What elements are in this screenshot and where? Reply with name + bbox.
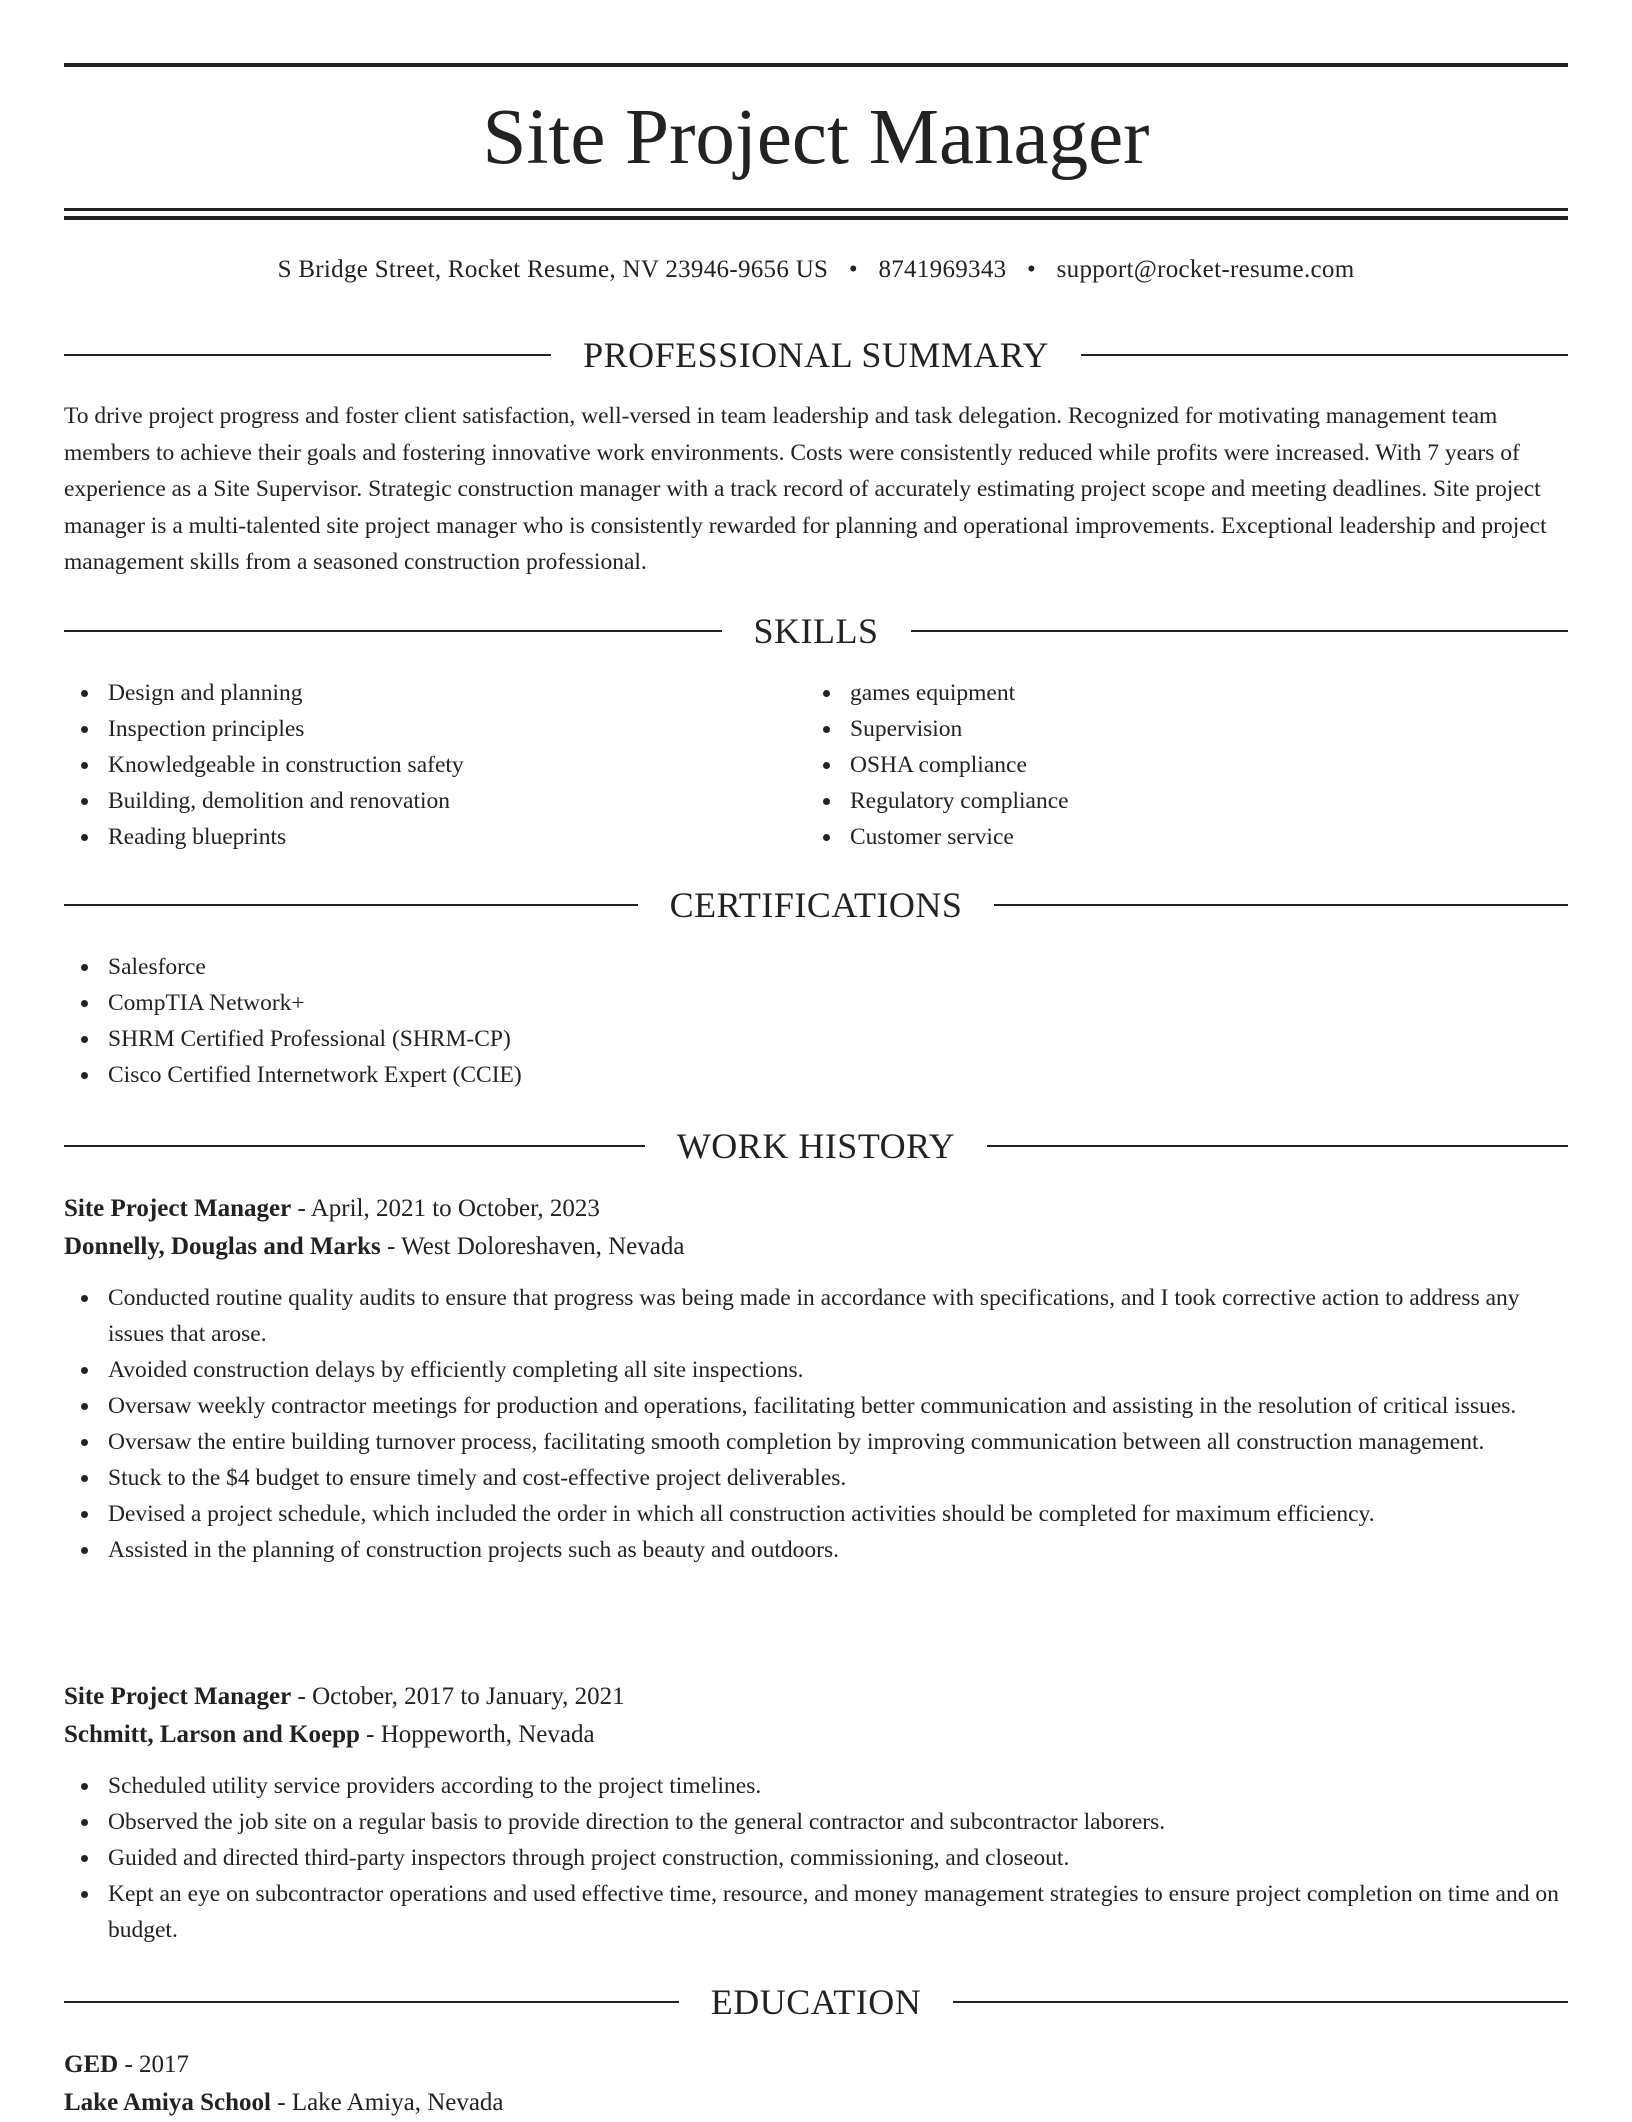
job-bullets <box>64 1280 1568 1568</box>
section-heading-education <box>64 1980 1568 2024</box>
section-heading-work-history <box>64 1124 1568 1168</box>
education-degree-line <box>64 2046 1568 2084</box>
job-bullet: Oversaw weekly contractor meetings for production and operations, facilitating better communication and assisting in the resolution of critical issues. <box>64 1388 1568 1424</box>
heading-rule-right <box>987 1145 1568 1147</box>
heading-rule-right <box>1081 354 1568 356</box>
job-bullet: Observed the job site on a regular basis to provide direction to the general contractor and subcontractor laborers. <box>64 1804 1568 1840</box>
job-title-line <box>64 1190 1568 1228</box>
job-bullet: Kept an eye on subcontractor operations and used effective time, resource, and money management strategies to ensure project completion on time and on budget. <box>64 1876 1568 1948</box>
skill-item: Reading blueprints <box>64 819 804 855</box>
job-bullet: Conducted routine quality audits to ensure that progress was being made in accordance with specifications, and I took corrective action to address any issues that arose. <box>64 1280 1568 1352</box>
section-title: WORK HISTORY <box>676 1126 956 1166</box>
heading-rule-right <box>911 630 1569 632</box>
contact-address: S Bridge Street, Rocket Resume, NV 23946-9656 US <box>277 256 829 283</box>
heading-rule-left <box>64 904 638 906</box>
heading-rule-left <box>64 1145 645 1147</box>
education-year: 2017 <box>139 2051 190 2078</box>
skill-item: Building, demolition and renovation <box>64 783 804 819</box>
job-dates: October, 2017 to January, 2021 <box>312 1683 625 1710</box>
contact-separator: • <box>1027 256 1037 283</box>
certification-item: SHRM Certified Professional (SHRM-CP) <box>64 1021 1568 1057</box>
heading-rule-right <box>953 2001 1568 2003</box>
skill-item: games equipment <box>806 675 1546 711</box>
contact-line <box>64 252 1568 288</box>
job-title-line <box>64 1678 1568 1716</box>
skill-item: Customer service <box>806 819 1546 855</box>
job-company: Schmitt, Larson and Koepp <box>64 1721 360 1748</box>
certification-item: CompTIA Network+ <box>64 985 1568 1021</box>
education-degree: GED <box>64 2051 119 2078</box>
section-title: PROFESSIONAL SUMMARY <box>583 335 1049 375</box>
resume-title: Site Project Manager <box>482 94 1150 181</box>
skill-item: Knowledgeable in construction safety <box>64 747 804 783</box>
heading-rule-right <box>994 904 1568 906</box>
job-location: West Doloreshaven, Nevada <box>401 1233 685 1260</box>
certification-item: Cisco Certified Internetwork Expert (CCIE) <box>64 1057 1568 1093</box>
heading-rule-left <box>64 354 551 356</box>
heading-rule-left <box>64 630 722 632</box>
section-heading-summary <box>64 333 1568 377</box>
section-title: EDUCATION <box>710 1982 922 2022</box>
skills-list-left <box>64 675 804 855</box>
job-dash: - <box>291 1683 313 1710</box>
certification-item: Salesforce <box>64 949 1568 985</box>
summary-text: To drive project progress and foster client satisfaction, well-versed in team leadership and task delegation. Recognized for motivating management team members to achieve their goals and fostering innovative work environments. Costs were consistently reduced while profits were increased. With 7 years of experience as a Site Supervisor. Strategic construction manager with a track record of accurately estimating project scope and meeting deadlines. Site project manager is a multi-talented site project manager who is consistently rewarded for planning and operational improvements. Exceptional leadership and project management skills from a seasoned construction professional. <box>64 403 1547 575</box>
job-company-line <box>64 1228 1568 1266</box>
section-heading-certifications <box>64 883 1568 927</box>
skill-item: OSHA compliance <box>806 747 1546 783</box>
skill-item: Design and planning <box>64 675 804 711</box>
education-dash: - <box>118 2051 140 2078</box>
section-title: SKILLS <box>753 611 879 651</box>
contact-email[interactable]: support@rocket-resume.com <box>1056 256 1355 283</box>
skill-item: Regulatory compliance <box>806 783 1546 819</box>
contact-separator: • <box>848 256 858 283</box>
job-title: Site Project Manager <box>64 1683 292 1710</box>
job-bullet: Oversaw the entire building turnover process, facilitating smooth completion by improving communication between all construction management. <box>64 1424 1568 1460</box>
top-rule <box>64 63 1568 67</box>
job-bullet: Stuck to the $4 budget to ensure timely and cost-effective project deliverables. <box>64 1460 1568 1496</box>
job-dash: - <box>359 1721 381 1748</box>
skill-item: Supervision <box>806 711 1546 747</box>
job-entry <box>64 1190 1568 1568</box>
job-bullet: Assisted in the planning of construction projects such as beauty and outdoors. <box>64 1532 1568 1568</box>
job-bullet: Devised a project schedule, which included the order in which all construction activities should be completed for maximum efficiency. <box>64 1496 1568 1532</box>
job-location: Hoppeworth, Nevada <box>380 1721 595 1748</box>
job-bullets <box>64 1768 1568 1948</box>
title-rule-upper <box>64 208 1568 211</box>
education-school-line <box>64 2084 1568 2122</box>
education-dash: - <box>270 2089 292 2116</box>
job-entry <box>64 1678 1568 1948</box>
job-bullet: Guided and directed third-party inspectors through project construction, commissioning, and closeout. <box>64 1840 1568 1876</box>
education-school: Lake Amiya School <box>64 2089 271 2116</box>
contact-phone[interactable]: 8741969343 <box>878 256 1007 283</box>
job-title: Site Project Manager <box>64 1195 292 1222</box>
education-entry <box>64 2046 1568 2122</box>
certifications-list <box>64 949 1568 1093</box>
section-heading-skills <box>64 609 1568 653</box>
education-location: Lake Amiya, Nevada <box>291 2089 504 2116</box>
job-company: Donnelly, Douglas and Marks <box>64 1233 381 1260</box>
job-dates: April, 2021 to October, 2023 <box>310 1195 600 1222</box>
title-rule-lower <box>64 216 1568 220</box>
job-bullet: Avoided construction delays by efficiently completing all site inspections. <box>64 1352 1568 1388</box>
heading-rule-left <box>64 2001 679 2003</box>
job-dash: - <box>291 1195 311 1222</box>
job-bullet: Scheduled utility service providers according to the project timelines. <box>64 1768 1568 1804</box>
skills-list-right <box>806 675 1546 855</box>
job-dash: - <box>380 1233 402 1260</box>
skill-item: Inspection principles <box>64 711 804 747</box>
job-company-line <box>64 1716 1568 1754</box>
section-title: CERTIFICATIONS <box>669 885 963 925</box>
